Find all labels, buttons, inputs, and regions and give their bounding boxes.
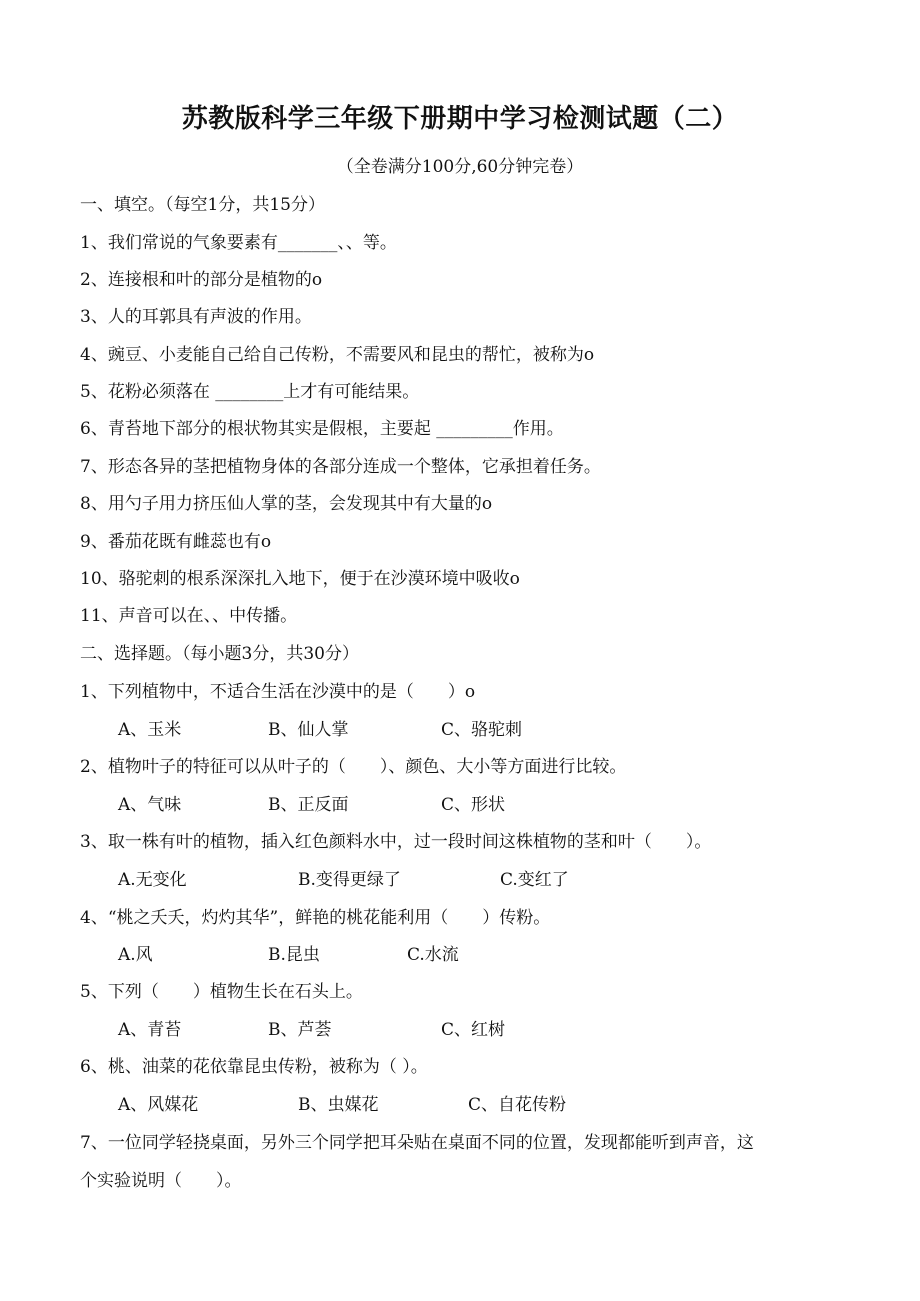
option-a: A.风 xyxy=(118,945,153,965)
fill-blank-item: 6、青苔地下部分的根状物其实是假根，主要起 _________作用。 xyxy=(80,419,564,439)
question-stem: 5、下列（ ）植物生长在石头上。 xyxy=(80,982,363,1002)
fill-blank-item: 7、形态各异的茎把植物身体的各部分连成一个整体，它承担着任务。 xyxy=(80,457,601,477)
option-a: A、青苔 xyxy=(118,1020,182,1040)
option-b: B、芦荟 xyxy=(268,1020,332,1040)
fill-blank-item: 2、连接根和叶的部分是植物的o xyxy=(80,270,323,290)
fill-blank-item: 5、花粉必须落在 ________上才有可能结果。 xyxy=(80,382,420,402)
option-a: A、风媒花 xyxy=(118,1095,199,1115)
option-b: B、仙人掌 xyxy=(268,720,349,740)
fill-blank-item: 9、番茄花既有雌蕊也有o xyxy=(80,532,272,552)
option-c: C、骆驼刺 xyxy=(441,720,523,740)
question-stem: 4、“桃之夭夭，灼灼其华”，鲜艳的桃花能利用（ ）传粉。 xyxy=(80,908,551,928)
option-a: A.无变化 xyxy=(118,870,187,890)
section-heading-fill-blank: 一、填空。（每空1分，共15分） xyxy=(80,195,325,215)
option-b: B.昆虫 xyxy=(268,945,320,965)
option-a: A、气味 xyxy=(118,795,182,815)
option-b: B.变得更绿了 xyxy=(298,870,401,890)
page-title: 苏教版科学三年级下册期中学习检测试题（二） xyxy=(181,104,739,134)
fill-blank-item: 10、骆驼刺的根系深深扎入地下，便于在沙漠环境中吸收o xyxy=(80,569,520,589)
option-c: C、自花传粉 xyxy=(468,1095,567,1115)
option-b: B、虫媒花 xyxy=(298,1095,379,1115)
option-c: C、红树 xyxy=(441,1020,506,1040)
fill-blank-item: 4、豌豆、小麦能自己给自己传粉，不需要风和昆虫的帮忙，被称为o xyxy=(80,345,595,365)
option-c: C.变红了 xyxy=(500,870,569,890)
option-c: C.水流 xyxy=(407,945,459,965)
fill-blank-item: 11、声音可以在、、中传播。 xyxy=(80,606,298,626)
page-subtitle: （全卷满分100分,60分钟完卷） xyxy=(336,157,584,177)
question-stem-continued: 个实验说明（ ）。 xyxy=(80,1171,242,1191)
question-stem: 6、桃、油菜的花依靠昆虫传粉，被称为（ ）。 xyxy=(80,1057,428,1077)
fill-blank-item: 3、人的耳郭具有声波的作用。 xyxy=(80,307,312,327)
question-stem: 3、取一株有叶的植物，插入红色颜料水中，过一段时间这株植物的茎和叶（ ）。 xyxy=(80,832,712,852)
fill-blank-item: 1、我们常说的气象要素有_______、、等。 xyxy=(80,233,397,253)
question-stem: 7、一位同学轻挠桌面，另外三个同学把耳朵贴在桌面不同的位置，发现都能听到声音，这 xyxy=(80,1133,754,1153)
option-a: A、玉米 xyxy=(118,720,182,740)
section-heading-multiple-choice: 二、选择题。（每小题3分，共30分） xyxy=(80,644,359,664)
option-c: C、形状 xyxy=(441,795,506,815)
question-stem: 1、下列植物中，不适合生活在沙漠中的是（ ）o xyxy=(80,682,476,702)
fill-blank-item: 8、用勺子用力挤压仙人掌的茎，会发现其中有大量的o xyxy=(80,494,493,514)
question-stem: 2、植物叶子的特征可以从叶子的（ ）、颜色、大小等方面进行比较。 xyxy=(80,757,627,777)
option-b: B、正反面 xyxy=(268,795,349,815)
